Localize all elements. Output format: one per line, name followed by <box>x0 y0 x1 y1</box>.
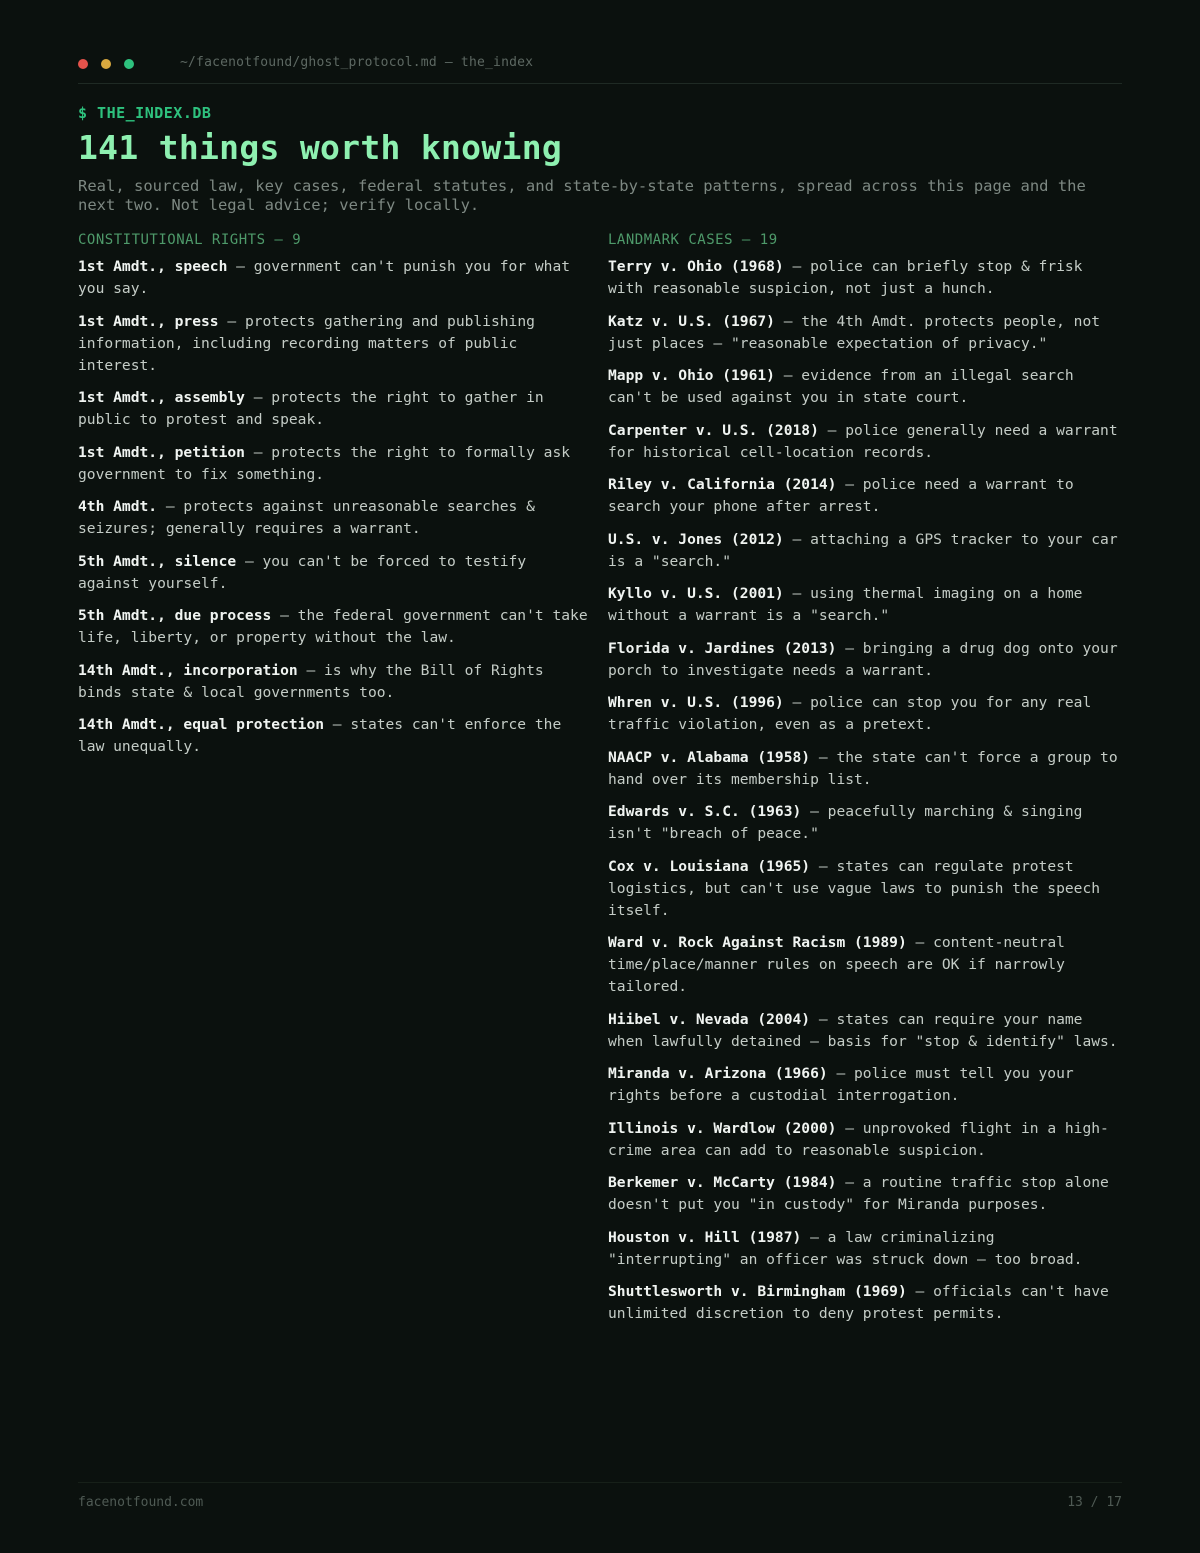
entry-term: 4th Amdt. <box>78 498 158 515</box>
window-title-bar <box>78 55 1122 84</box>
entry-description: — the state can't force a group to hand over its membership list. <box>608 748 1118 788</box>
constitutional-rights-list <box>78 256 590 758</box>
close-dot-icon[interactable] <box>78 59 88 69</box>
list-item <box>608 529 1122 573</box>
entry-term: NAACP v. Alabama (1958) <box>608 748 811 766</box>
entry-description: — bringing a drug dog onto your porch to investigate needs a warrant. <box>608 639 1118 679</box>
entry-description: — a routine traffic stop alone doesn't put you "in custody" for Miranda purposes. <box>608 1174 1109 1213</box>
list-item <box>78 387 590 431</box>
entry-term: Whren v. U.S. (1996) <box>608 694 784 711</box>
entry-term: Miranda v. Arizona (1966) <box>608 1065 828 1082</box>
minimize-dot-icon[interactable] <box>101 59 111 69</box>
entry-term: Terry v. Ohio (1968) <box>608 258 784 275</box>
list-item <box>608 420 1122 464</box>
entry-description: — content-neutral time/place/manner rules on speech are OK if narrowly tailored. <box>608 934 1065 995</box>
entry-term: 5th Amdt., due process <box>78 607 272 624</box>
entry-term: Florida v. Jardines (2013) <box>608 639 837 657</box>
entry-term: Riley v. California (2014) <box>608 476 837 493</box>
page-subtitle: Real, sourced law, key cases, federal statutes, and state-by-state patterns, spread across this page and the next two. Not legal advice; verify locally. <box>78 177 1086 214</box>
entry-term: 1st Amdt., speech <box>78 258 228 275</box>
list-item <box>608 583 1122 627</box>
list-item <box>78 714 590 758</box>
entry-description: — attaching a GPS tracker to your car is a "search." <box>608 530 1118 570</box>
landmark-cases-column <box>608 231 1122 1336</box>
page-number: 13 / 17 <box>1067 1495 1122 1510</box>
entry-description: — using thermal imaging on a home without a warrant is a "search." <box>608 585 1083 624</box>
entry-term: 5th Amdt., silence <box>78 552 237 570</box>
entry-description: — is why the Bill of Rights binds state & local governments too. <box>78 661 544 701</box>
entry-description: — you can't be forced to testify against yourself. <box>78 552 527 592</box>
list-item <box>78 311 590 377</box>
entry-description: — peacefully marching & singing isn't "breach of peace." <box>608 803 1083 842</box>
list-item <box>608 638 1122 682</box>
entry-term: Cox v. Louisiana (1965) <box>608 857 811 875</box>
entry-term: 14th Amdt., incorporation <box>78 661 298 679</box>
entry-term: Carpenter v. U.S. (2018) <box>608 421 819 439</box>
list-item <box>608 365 1122 409</box>
constitutional-rights-column <box>78 231 590 769</box>
db-prompt: $ THE_INDEX.DB <box>78 104 212 122</box>
list-item <box>78 660 590 704</box>
entry-term: Kyllo v. U.S. (2001) <box>608 585 784 602</box>
list-item <box>608 692 1122 736</box>
entry-term: 14th Amdt., equal protection <box>78 716 325 733</box>
list-item <box>608 856 1122 922</box>
entry-description: — states can require your name when lawfully detained — basis for "stop & identify" laws. <box>608 1010 1118 1050</box>
file-path: ~/facenotfound/ghost_protocol.md — the_index <box>180 55 534 70</box>
landmark-cases-list <box>608 256 1122 1325</box>
list-item <box>608 311 1122 355</box>
list-item <box>608 747 1122 791</box>
section-heading: CONSTITUTIONAL RIGHTS — 9 <box>78 232 302 248</box>
entry-description: — protects against unreasonable searches & seizures; generally requires a warrant. <box>78 498 535 537</box>
page <box>78 0 1122 1553</box>
section-heading: LANDMARK CASES — 19 <box>608 232 778 248</box>
list-item <box>608 932 1122 998</box>
entry-description: — police can briefly stop & frisk with reasonable suspicion, not just a hunch. <box>608 258 1083 297</box>
list-item <box>608 1063 1122 1107</box>
entry-description: — police must tell you your rights before a custodial interrogation. <box>608 1065 1074 1104</box>
list-item <box>608 801 1122 845</box>
entry-description: — protects the right to formally ask government to fix something. <box>78 443 571 483</box>
footer-site-link[interactable]: facenotfound.com <box>78 1495 204 1510</box>
list-item <box>608 1118 1122 1162</box>
list-item <box>78 256 590 300</box>
list-item <box>78 442 590 486</box>
entry-description: — the 4th Amdt. protects people, not just places — "reasonable expectation of privacy." <box>608 312 1101 352</box>
entry-description: — police can stop you for any real traffic violation, even as a pretext. <box>608 694 1092 733</box>
list-item <box>608 256 1122 300</box>
list-item <box>608 1009 1122 1053</box>
entry-term: Berkemer v. McCarty (1984) <box>608 1174 837 1191</box>
entry-description: — government can't punish you for what you say. <box>78 258 571 297</box>
entry-term: Shuttlesworth v. Birmingham (1969) <box>608 1283 907 1300</box>
list-item <box>78 496 590 540</box>
entry-term: Houston v. Hill (1987) <box>608 1228 802 1246</box>
list-item <box>608 1227 1122 1271</box>
entry-description: — evidence from an illegal search can't be used against you in state court. <box>608 367 1074 406</box>
entry-term: Katz v. U.S. (1967) <box>608 312 775 330</box>
entry-term: Mapp v. Ohio (1961) <box>608 367 775 384</box>
list-item <box>608 1172 1122 1216</box>
entry-term: Ward v. Rock Against Racism (1989) <box>608 934 907 951</box>
list-item <box>608 474 1122 518</box>
entry-description: — a law criminalizing "interrupting" an officer was struck down — too broad. <box>608 1228 1083 1268</box>
page-footer <box>78 1482 1122 1510</box>
entry-description: — police need a warrant to search your phone after arrest. <box>608 476 1074 515</box>
list-item <box>608 1281 1122 1325</box>
entry-description: — protects the right to gather in public to protest and speak. <box>78 389 544 428</box>
entry-description: — unprovoked flight in a high-crime area can add to reasonable suspicion. <box>608 1119 1109 1159</box>
entry-term: Hiibel v. Nevada (2004) <box>608 1010 811 1028</box>
entry-term: 1st Amdt., press <box>78 312 219 330</box>
entry-description: — officials can't have unlimited discretion to deny protest permits. <box>608 1283 1109 1322</box>
window-controls <box>78 59 134 69</box>
entry-term: 1st Amdt., petition <box>78 443 245 461</box>
entry-description: — protects gathering and publishing information, including recording matters of public interest. <box>78 312 535 374</box>
list-item <box>78 605 590 649</box>
list-item <box>78 551 590 595</box>
entry-term: U.S. v. Jones (2012) <box>608 530 784 548</box>
entry-description: — the federal government can't take life, liberty, or property without the law. <box>78 607 588 646</box>
entry-description: — police generally need a warrant for historical cell-location records. <box>608 421 1118 461</box>
entry-term: Edwards v. S.C. (1963) <box>608 803 802 820</box>
entry-description: — states can't enforce the law unequally. <box>78 716 562 755</box>
maximize-dot-icon[interactable] <box>124 59 134 69</box>
entry-description: — states can regulate protest logistics, but can't use vague laws to punish the speech itself. <box>608 857 1101 919</box>
entry-term: 1st Amdt., assembly <box>78 389 245 406</box>
entry-term: Illinois v. Wardlow (2000) <box>608 1119 837 1137</box>
page-title: 141 things worth knowing <box>78 128 563 167</box>
